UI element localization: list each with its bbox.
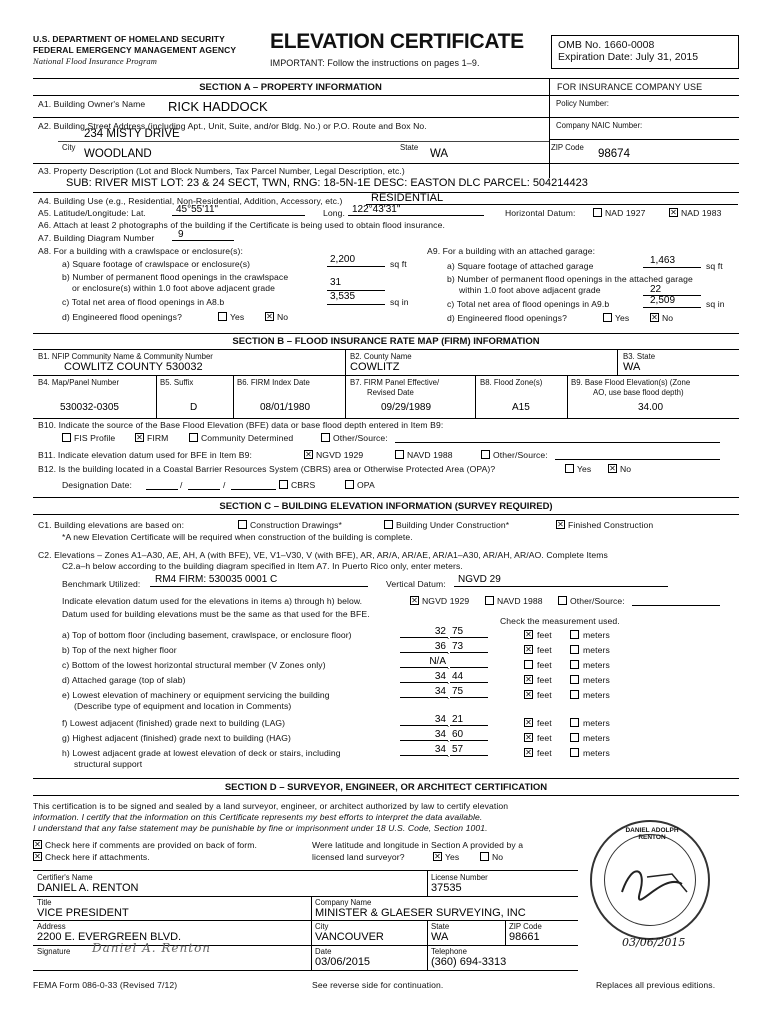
map-panel-number[interactable]: 530032-0305 bbox=[60, 402, 119, 413]
c-navd-checkbox[interactable] bbox=[485, 596, 494, 605]
a9c-unit: sq in bbox=[706, 299, 725, 309]
nad1927-label: NAD 1927 bbox=[605, 208, 646, 218]
a9c-label: c) Total net area of flood openings in A9.b bbox=[447, 299, 610, 309]
a8d-no-checkbox[interactable] bbox=[265, 312, 274, 321]
feet-label: feet bbox=[537, 690, 552, 700]
elevation-decimal[interactable]: 75 bbox=[452, 686, 464, 697]
street-address[interactable]: 234 MISTY DRIVE bbox=[84, 128, 180, 140]
d-zip-value[interactable]: 98661 bbox=[509, 931, 540, 943]
c1-label: C1. Building elevations are based on: bbox=[38, 520, 185, 530]
a8a-label: a) Square footage of crawlspace or enclosure(s) bbox=[62, 259, 251, 269]
elevation-label: b) Top of the next higher floor bbox=[62, 645, 177, 655]
a9b-label2: within 1.0 foot above adjacent grade bbox=[459, 285, 601, 295]
comments-checkbox[interactable] bbox=[33, 840, 42, 849]
indicate-label: Indicate elevation datum used for the elevations in items a) through h) below. bbox=[62, 596, 363, 606]
crawlspace-openings[interactable]: 31 bbox=[330, 277, 342, 288]
c1-note: *A new Elevation Certificate will be required when construction of the building is complete. bbox=[62, 532, 413, 542]
a8d-yes-label: Yes bbox=[230, 312, 245, 322]
feet-checkbox[interactable] bbox=[524, 660, 533, 669]
elevation-decimal[interactable]: 21 bbox=[452, 714, 464, 725]
b12-yes-label: Yes bbox=[577, 464, 592, 474]
a9d-yes-checkbox[interactable] bbox=[603, 313, 612, 322]
vertical-datum-label: Vertical Datum: bbox=[386, 579, 446, 589]
b11-ngvd-checkbox[interactable] bbox=[304, 450, 313, 459]
page-title: ELEVATION CERTIFICATE bbox=[270, 30, 524, 53]
feet-label: feet bbox=[537, 748, 552, 758]
b11-navd-label: NAVD 1988 bbox=[407, 450, 453, 460]
c-ngvd-label: NGVD 1929 bbox=[422, 596, 470, 606]
latlong-q2: licensed land surveyor? bbox=[312, 852, 405, 862]
decimal-point: . bbox=[447, 734, 450, 744]
license-label: License Number bbox=[431, 873, 488, 882]
d-date-label: Date bbox=[315, 947, 332, 956]
certifier-title[interactable]: VICE PRESIDENT bbox=[37, 907, 129, 919]
meters-checkbox[interactable] bbox=[570, 660, 579, 669]
signature-label: Signature bbox=[37, 947, 71, 956]
meters-label: meters bbox=[583, 690, 610, 700]
elevation-whole[interactable]: N/A bbox=[429, 656, 446, 667]
feet-checkbox[interactable] bbox=[524, 690, 533, 699]
d-state-label: State bbox=[431, 922, 450, 931]
b12-label: B12. Is the building located in a Coastal Barrier Resources System (CBRS) area or Otherwise Protected Area (OPA)? bbox=[38, 464, 496, 474]
firm-index-date[interactable]: 08/01/1980 bbox=[260, 402, 311, 413]
company-name[interactable]: MINISTER & GLAESER SURVEYING, INC bbox=[315, 907, 526, 919]
professional-seal bbox=[590, 820, 710, 940]
a8-label: A8. For a building with a crawlspace or enclosure(s): bbox=[38, 246, 243, 256]
cert-text3: I understand that any false statement may be punishable by fine or imprisonment under 18 U.S. Code, Section 1001. bbox=[33, 823, 488, 833]
d-zip-label: ZIP Code bbox=[509, 922, 542, 931]
vertical-datum-value[interactable]: NGVD 29 bbox=[458, 574, 501, 585]
under-construction-checkbox[interactable] bbox=[384, 520, 393, 529]
elevation-whole[interactable]: 32 bbox=[434, 626, 446, 637]
feet-label: feet bbox=[537, 645, 552, 655]
d-date-value[interactable]: 03/06/2015 bbox=[315, 956, 371, 968]
crawlspace-net-area[interactable]: 3,535 bbox=[330, 291, 356, 302]
b9-label2: AO, use base flood depth) bbox=[593, 388, 684, 397]
nad1983-label: NAD 1983 bbox=[681, 208, 722, 218]
building-use[interactable]: RESIDENTIAL bbox=[371, 192, 444, 204]
a9a-label: a) Square footage of attached garage bbox=[447, 261, 594, 271]
county-name[interactable]: COWLITZ bbox=[350, 361, 400, 373]
agency-name: FEDERAL EMERGENCY MANAGEMENT AGENCY bbox=[33, 45, 237, 55]
b7-label2: Revised Date bbox=[367, 388, 414, 397]
certifier-label: Certifier's Name bbox=[37, 873, 93, 882]
d-city-value[interactable]: VANCOUVER bbox=[315, 931, 384, 943]
b8-label: B8. Flood Zone(s) bbox=[480, 378, 543, 387]
meters-checkbox[interactable] bbox=[570, 718, 579, 727]
section-a-heading: SECTION A – PROPERTY INFORMATION bbox=[199, 82, 382, 93]
property-description[interactable]: SUB: RIVER MIST LOT: 23 & 24 SECT, TWN, RNG: 18-5N-1E DESC: EASTON DLC PARCEL: 504214423 bbox=[66, 177, 588, 189]
d-city-label: City bbox=[315, 922, 329, 931]
feet-checkbox[interactable] bbox=[524, 748, 533, 757]
b12-yes-checkbox[interactable] bbox=[565, 464, 574, 473]
a4-label: A4. Building Use (e.g., Residential, Non-Residential, Addition, Accessory, etc.) bbox=[38, 196, 343, 206]
a8d-yes-checkbox[interactable] bbox=[218, 312, 227, 321]
meters-checkbox[interactable] bbox=[570, 733, 579, 742]
a9-label: A9. For a building with an attached garage: bbox=[427, 246, 596, 256]
nad1983-checkbox[interactable] bbox=[669, 208, 678, 217]
cbrs-checkbox[interactable] bbox=[279, 480, 288, 489]
a2-label: A2. Building Street Address (including Apt., Unit, Suite, and/or Bldg. No.) or P.O. Route and Box No. bbox=[38, 121, 427, 131]
a8b-label1: b) Number of permanent flood openings in the crawlspace bbox=[62, 272, 289, 282]
other-source-label: Other/Source: bbox=[333, 433, 388, 443]
feet-checkbox[interactable] bbox=[524, 733, 533, 742]
feet-label: feet bbox=[537, 733, 552, 743]
meters-checkbox[interactable] bbox=[570, 645, 579, 654]
elevation-label: c) Bottom of the lowest horizontal structural member (V Zones only) bbox=[62, 660, 326, 670]
elevation-whole[interactable]: 34 bbox=[434, 686, 446, 697]
elevation-label-2: (Describe type of equipment and location in Comments) bbox=[74, 701, 292, 711]
city-value[interactable]: WOODLAND bbox=[84, 148, 152, 160]
latlong-yes-checkbox[interactable] bbox=[433, 852, 442, 861]
other-source-checkbox[interactable] bbox=[321, 433, 330, 442]
finished-construction-checkbox[interactable] bbox=[556, 520, 565, 529]
a6-label: A6. Attach at least 2 photographs of the building if the Certificate is being used to obtain flood insurance. bbox=[38, 220, 445, 230]
meters-label: meters bbox=[583, 675, 610, 685]
flood-zone[interactable]: A15 bbox=[512, 402, 530, 413]
a1-label: A1. Building Owner's Name bbox=[38, 99, 146, 109]
latlong-no-label: No bbox=[492, 852, 504, 862]
b6-label: B6. FIRM Index Date bbox=[237, 378, 310, 387]
a9a-unit: sq ft bbox=[706, 261, 723, 271]
state-value[interactable]: WA bbox=[430, 148, 449, 160]
state-b3[interactable]: WA bbox=[623, 361, 641, 373]
benchmark-value[interactable]: RM4 FIRM: 530035 0001 C bbox=[155, 574, 278, 585]
decimal-point: . bbox=[447, 631, 450, 641]
feet-checkbox[interactable] bbox=[524, 630, 533, 639]
a9d-yes-label: Yes bbox=[615, 313, 630, 323]
garage-sqft[interactable]: 1,463 bbox=[650, 255, 676, 266]
construction-drawings-checkbox[interactable] bbox=[238, 520, 247, 529]
longitude-label: Long. bbox=[323, 208, 346, 218]
diagram-number[interactable]: 9 bbox=[178, 229, 184, 240]
latlong-yes-label: Yes bbox=[445, 852, 460, 862]
feet-checkbox[interactable] bbox=[524, 718, 533, 727]
b11-other-label: Other/Source: bbox=[493, 450, 548, 460]
owner-name[interactable]: RICK HADDOCK bbox=[168, 99, 268, 114]
zip-label: ZIP Code bbox=[551, 143, 584, 152]
omb-number: OMB No. 1660-0008 bbox=[558, 39, 655, 51]
feet-label: feet bbox=[537, 675, 552, 685]
suffix[interactable]: D bbox=[190, 402, 198, 413]
b7-label1: B7. FIRM Panel Effective/ bbox=[350, 378, 440, 387]
program-name: National Flood Insurance Program bbox=[33, 56, 158, 66]
meters-checkbox[interactable] bbox=[570, 675, 579, 684]
opa-label: OPA bbox=[357, 480, 375, 490]
elevation-label: h) Lowest adjacent grade at lowest elevation of deck or stairs, including bbox=[62, 748, 341, 758]
c-other-label: Other/Source: bbox=[570, 596, 625, 606]
agency-block bbox=[33, 34, 258, 66]
elevation-decimal[interactable]: 73 bbox=[452, 641, 464, 652]
a8b-label2: or enclosure(s) within 1.0 foot above adjacent grade bbox=[72, 283, 275, 293]
meters-checkbox[interactable] bbox=[570, 630, 579, 639]
a8c-label: c) Total net area of flood openings in A8.b bbox=[62, 297, 225, 307]
b11-ngvd-label: NGVD 1929 bbox=[316, 450, 364, 460]
b11-label: B11. Indicate elevation datum used for BFE in Item B9: bbox=[38, 450, 252, 460]
elevation-whole[interactable]: 34 bbox=[434, 729, 446, 740]
c-navd-label: NAVD 1988 bbox=[497, 596, 543, 606]
cbrs-label: CBRS bbox=[291, 480, 316, 490]
comments-label: Check here if comments are provided on back of form. bbox=[45, 840, 258, 850]
b4-label: B4. Map/Panel Number bbox=[38, 378, 120, 387]
elevation-decimal[interactable]: 44 bbox=[452, 671, 464, 682]
decimal-point: . bbox=[447, 661, 450, 671]
elevation-label: d) Attached garage (top of slab) bbox=[62, 675, 186, 685]
b5-label: B5. Suffix bbox=[160, 378, 194, 387]
opa-checkbox[interactable] bbox=[345, 480, 354, 489]
elevation-label: g) Highest adjacent (finished) grade next to building (HAG) bbox=[62, 733, 291, 743]
check-measurement: Check the measurement used. bbox=[500, 616, 620, 626]
a9d-no-checkbox[interactable] bbox=[650, 313, 659, 322]
b9-label1: B9. Base Flood Elevation(s) (Zone bbox=[571, 378, 691, 387]
attachments-label: Check here if attachments. bbox=[45, 852, 150, 862]
a8d-no-label: No bbox=[277, 312, 289, 322]
elevation-whole[interactable]: 36 bbox=[434, 641, 446, 652]
phone-label: Telephone bbox=[431, 947, 467, 956]
designation-label: Designation Date: bbox=[62, 480, 133, 490]
a5-label: A5. Latitude/Longitude: Lat. bbox=[38, 208, 146, 218]
b10-label: B10. Indicate the source of the Base Flood Elevation (BFE) data or base flood depth entered in Item B9: bbox=[38, 420, 444, 430]
b12-no-label: No bbox=[620, 464, 632, 474]
under-construction-label: Building Under Construction* bbox=[396, 520, 510, 530]
a9d-label: d) Engineered flood openings? bbox=[447, 313, 567, 323]
community-name[interactable]: COWLITZ COUNTY 530032 bbox=[64, 361, 203, 373]
b11-other-checkbox[interactable] bbox=[481, 450, 490, 459]
latlong-q1: Were latitude and longitude in Section A provided by a bbox=[312, 840, 524, 850]
cert-text2: information. I certify that the information on this Certificate represents my best efforts to interpret the data available. bbox=[33, 812, 483, 822]
b1-label: B1. NFIP Community Name & Community Number bbox=[38, 352, 213, 361]
state-label: State bbox=[400, 143, 419, 152]
a8c-unit: sq in bbox=[390, 297, 409, 307]
a9b-label1: b) Number of permanent flood openings in the attached garage bbox=[447, 274, 693, 284]
a8a-unit: sq ft bbox=[390, 259, 407, 269]
omb-box bbox=[551, 35, 739, 69]
latitude[interactable]: 45°55'11" bbox=[176, 204, 219, 215]
decimal-point: . bbox=[447, 719, 450, 729]
meters-label: meters bbox=[583, 660, 610, 670]
a8d-label: d) Engineered flood openings? bbox=[62, 312, 182, 322]
feet-label: feet bbox=[537, 630, 552, 640]
signature[interactable]: Daniel A. Renton bbox=[92, 941, 212, 955]
longitude[interactable]: 122°43'31" bbox=[352, 204, 401, 215]
seal-name: DANIEL ADOLPH RENTON bbox=[625, 827, 679, 841]
b12-no-checkbox[interactable] bbox=[608, 464, 617, 473]
decimal-point: . bbox=[447, 749, 450, 759]
attachments-checkbox[interactable] bbox=[33, 852, 42, 861]
community-checkbox[interactable] bbox=[189, 433, 198, 442]
certifier-address[interactable]: 2200 E. EVERGREEN BLVD. bbox=[37, 931, 182, 943]
d-state-value[interactable]: WA bbox=[431, 931, 449, 943]
elevation-label: a) Top of bottom floor (including basement, crawlspace, or enclosure floor) bbox=[62, 630, 352, 640]
elevation-decimal[interactable]: 75 bbox=[452, 626, 464, 637]
a7-label: A7. Building Diagram Number bbox=[38, 233, 155, 243]
base-flood-elevation[interactable]: 34.00 bbox=[638, 402, 664, 413]
elevation-label: e) Lowest elevation of machinery or equipment servicing the building bbox=[62, 690, 330, 700]
naic-label: Company NAIC Number: bbox=[556, 121, 643, 130]
construction-drawings-label: Construction Drawings* bbox=[250, 520, 342, 530]
feet-label: feet bbox=[537, 718, 552, 728]
latlong-no-checkbox[interactable] bbox=[480, 852, 489, 861]
elevation-whole[interactable]: 34 bbox=[434, 714, 446, 725]
decimal-point: . bbox=[447, 691, 450, 701]
zip-value[interactable]: 98674 bbox=[598, 148, 630, 160]
meters-label: meters bbox=[583, 645, 610, 655]
datum-note: Datum used for building elevations must be the same as that used for the BFE. bbox=[62, 609, 370, 619]
feet-checkbox[interactable] bbox=[524, 675, 533, 684]
nad1927-checkbox[interactable] bbox=[593, 208, 602, 217]
meters-label: meters bbox=[583, 718, 610, 728]
elevation-decimal[interactable]: 60 bbox=[452, 729, 464, 740]
phone-value[interactable]: (360) 694-3313 bbox=[431, 956, 507, 968]
see-reverse: See reverse side for continuation. bbox=[312, 980, 444, 990]
address-label: Address bbox=[37, 922, 66, 931]
c2-label1: C2. Elevations – Zones A1–A30, AE, AH, A (with BFE), VE, V1–V30, V (with BFE), AR, AR/A, AR/AE, AR/A1–A30, AR/AH, AR/AO. Complete Items bbox=[38, 550, 608, 560]
stamp-date: 03/06/2015 bbox=[622, 936, 686, 949]
firm-label: FIRM bbox=[147, 433, 169, 443]
fis-label: FIS Profile bbox=[74, 433, 116, 443]
elevation-label: f) Lowest adjacent (finished) grade next to building (LAG) bbox=[62, 718, 286, 728]
important-note: IMPORTANT: Follow the instructions on pages 1–9. bbox=[270, 58, 480, 68]
elevation-whole[interactable]: 34 bbox=[434, 671, 446, 682]
a3-label: A3. Property Description (Lot and Block Numbers, Tax Parcel Number, Legal Description, etc.) bbox=[38, 166, 405, 176]
b11-navd-checkbox[interactable] bbox=[395, 450, 404, 459]
certifier-name[interactable]: DANIEL A. RENTON bbox=[37, 882, 139, 894]
fis-checkbox[interactable] bbox=[62, 433, 71, 442]
insurance-heading: FOR INSURANCE COMPANY USE bbox=[557, 82, 703, 92]
b2-label: B2. County Name bbox=[350, 352, 412, 361]
datum-label: Horizontal Datum: bbox=[505, 208, 576, 218]
feet-label: feet bbox=[537, 660, 552, 670]
c-ngvd-checkbox[interactable] bbox=[410, 596, 419, 605]
crawlspace-sqft[interactable]: 2,200 bbox=[330, 254, 356, 265]
b3-label: B3. State bbox=[623, 352, 656, 361]
company-label: Company Name bbox=[315, 898, 372, 907]
c-other-checkbox[interactable] bbox=[558, 596, 567, 605]
a9d-no-label: No bbox=[662, 313, 674, 323]
firm-checkbox[interactable] bbox=[135, 433, 144, 442]
decimal-point: . bbox=[447, 646, 450, 656]
replaces-note: Replaces all previous editions. bbox=[596, 980, 716, 990]
section-b-heading: SECTION B – FLOOD INSURANCE RATE MAP (FIRM) INFORMATION bbox=[232, 336, 540, 347]
firm-effective-date[interactable]: 09/29/1989 bbox=[381, 402, 432, 413]
meters-checkbox[interactable] bbox=[570, 690, 579, 699]
title-label: Title bbox=[37, 898, 52, 907]
elevation-decimal[interactable]: 57 bbox=[452, 744, 464, 755]
garage-net-area[interactable]: 2,509 bbox=[650, 295, 676, 306]
benchmark-label: Benchmark Utilized: bbox=[62, 579, 141, 589]
finished-construction-label: Finished Construction bbox=[568, 520, 654, 530]
meters-label: meters bbox=[583, 630, 610, 640]
cert-text1: This certification is to be signed and sealed by a land surveyor, engineer, or architect authorized by law to certify elevation bbox=[33, 801, 509, 811]
c2-label2: C2.a–h below according to the building diagram specified in Item A7. In Puerto Rico only, enter meters. bbox=[62, 561, 463, 571]
section-d-heading: SECTION D – SURVEYOR, ENGINEER, OR ARCHITECT CERTIFICATION bbox=[224, 782, 548, 793]
dept-name: U.S. DEPARTMENT OF HOMELAND SECURITY bbox=[33, 34, 225, 44]
elevation-label-2: structural support bbox=[74, 759, 143, 769]
form-number: FEMA Form 086-0-33 (Revised 7/12) bbox=[33, 980, 178, 990]
decimal-point: . bbox=[447, 676, 450, 686]
expiration-date: Expiration Date: July 31, 2015 bbox=[558, 51, 699, 63]
elevation-whole[interactable]: 34 bbox=[434, 744, 446, 755]
meters-label: meters bbox=[583, 748, 610, 758]
garage-openings[interactable]: 22 bbox=[650, 284, 662, 295]
license-number[interactable]: 37535 bbox=[431, 882, 462, 894]
meters-checkbox[interactable] bbox=[570, 748, 579, 757]
section-c-heading: SECTION C – BUILDING ELEVATION INFORMATION (SURVEY REQUIRED) bbox=[219, 501, 553, 512]
city-label: City bbox=[62, 143, 76, 152]
policy-label: Policy Number: bbox=[556, 99, 609, 108]
community-label: Community Determined bbox=[201, 433, 294, 443]
meters-label: meters bbox=[583, 733, 610, 743]
feet-checkbox[interactable] bbox=[524, 645, 533, 654]
